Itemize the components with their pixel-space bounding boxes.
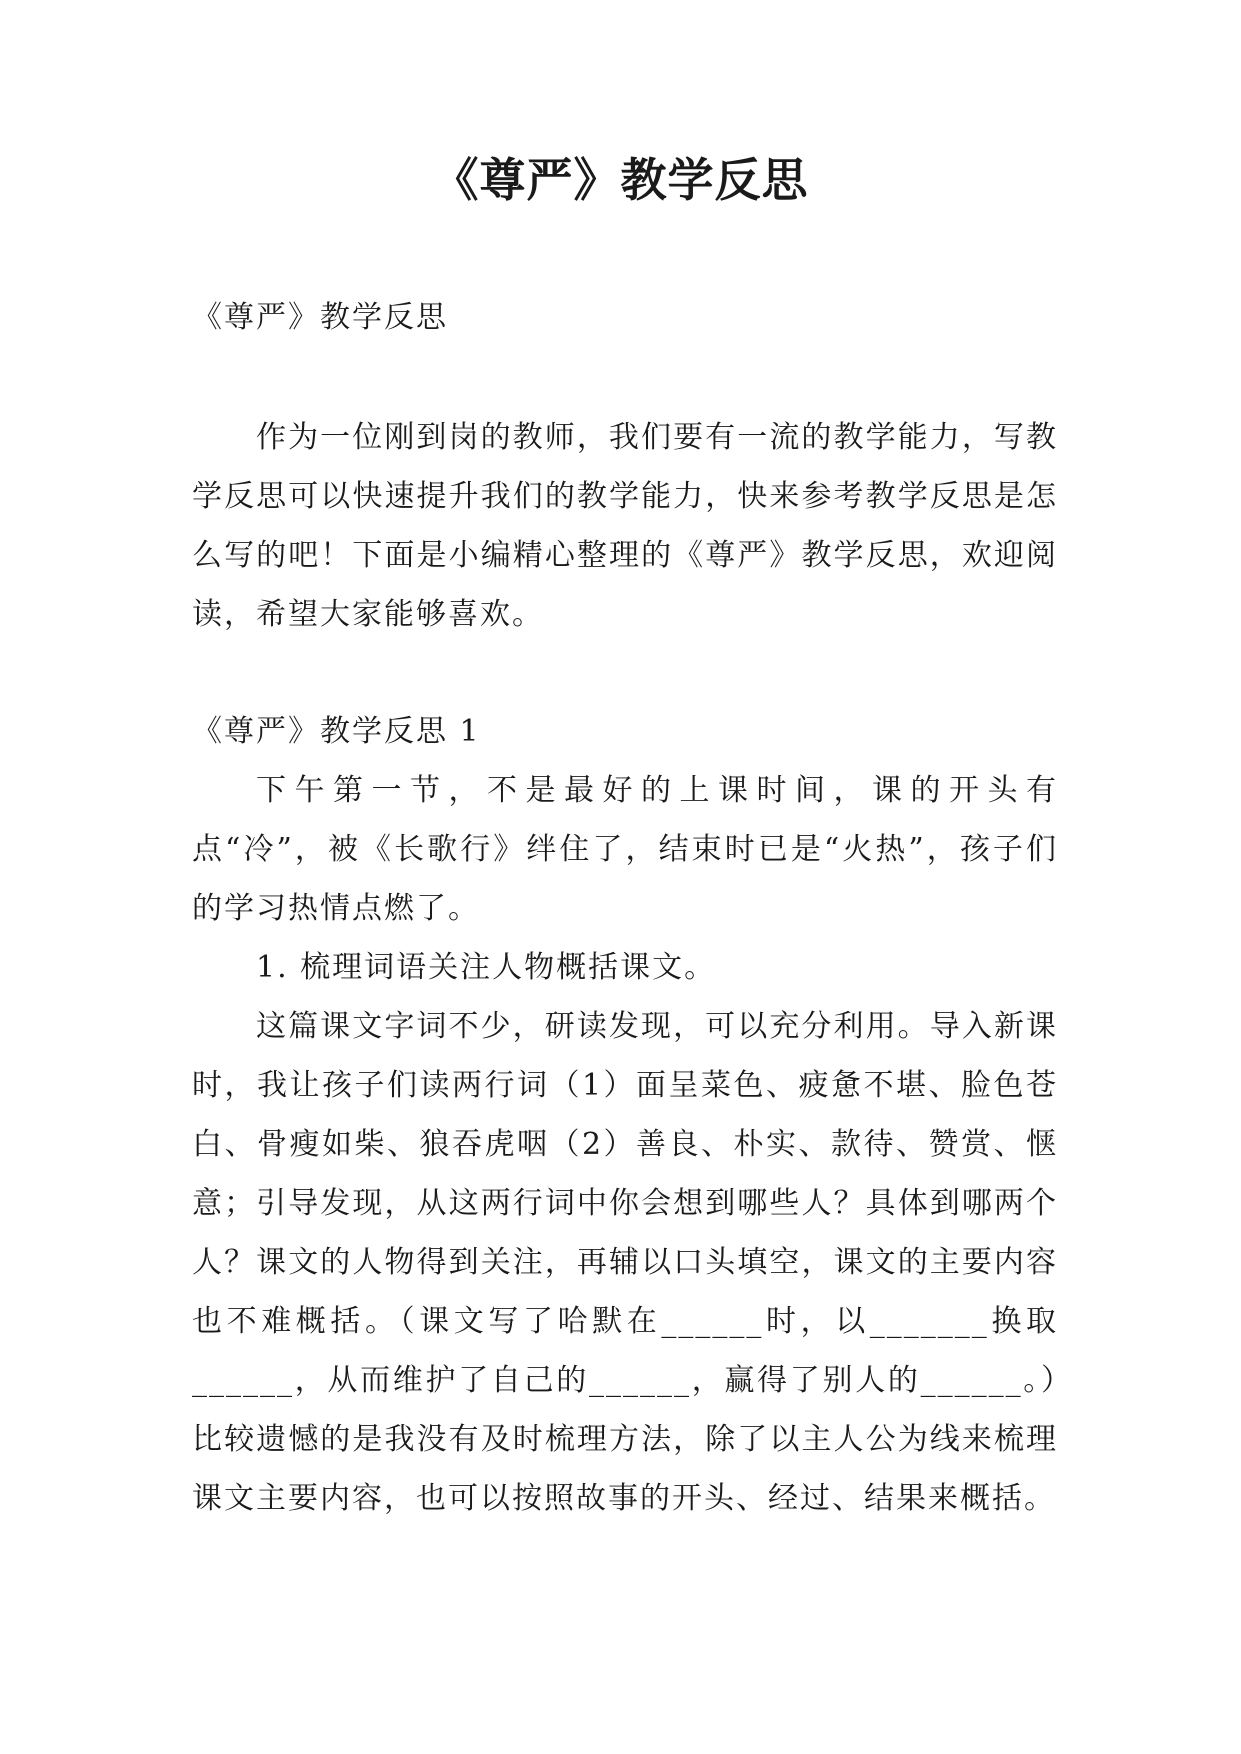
body-paragraph: 下午第一节，不是最好的上课时间，课的开头有点“冷”，被《长歌行》绊住了，结束时已是“火热”，孩子们的学习热情点燃了。 xyxy=(192,773,1058,926)
document-title: 《尊严》教学反思 xyxy=(432,153,809,207)
spacer xyxy=(192,347,1058,408)
intro-paragraph: 作为一位刚到岗的教师，我们要有一流的教学能力，写教学反思可以快速提升我们的教学能力，快来参考教学反思是怎么写的吧！下面是小编精心整理的《尊严》教学反思，欢迎阅读，希望大家能够喜欢。 xyxy=(192,420,1058,632)
body-paragraph: 这篇课文字词不少，研读发现，可以充分利用。导入新课时，我让孩子们读两行词（1）面呈菜色、疲惫不堪、脸色苍白、骨瘦如柴、狼吞虎咽（2）善良、朴实、款待、赞赏、惬意；引导发现，从这两行词中你会想到哪些人？具体到哪两个人？课文的人物得到关注，再辅以口头填空，课文的主要内容也不难概括。（课文写了哈默在______时，以_______换取______，从而维护了自己的______，赢得了别人的______。）比较遗憾的是我没有及时梳理方法，除了以主人公为线来梳理课文主要内容，也可以按照故事的开头、经过、结果来概括。 xyxy=(192,1009,1058,1516)
section-heading: 《尊严》教学反思 1 xyxy=(192,714,481,749)
spacer xyxy=(192,644,1058,702)
document-body xyxy=(192,288,1058,1528)
body-paragraph: 1. 梳理词语关注人物概括课文。 xyxy=(256,950,717,985)
document-subtitle: 《尊严》教学反思 xyxy=(192,300,448,335)
